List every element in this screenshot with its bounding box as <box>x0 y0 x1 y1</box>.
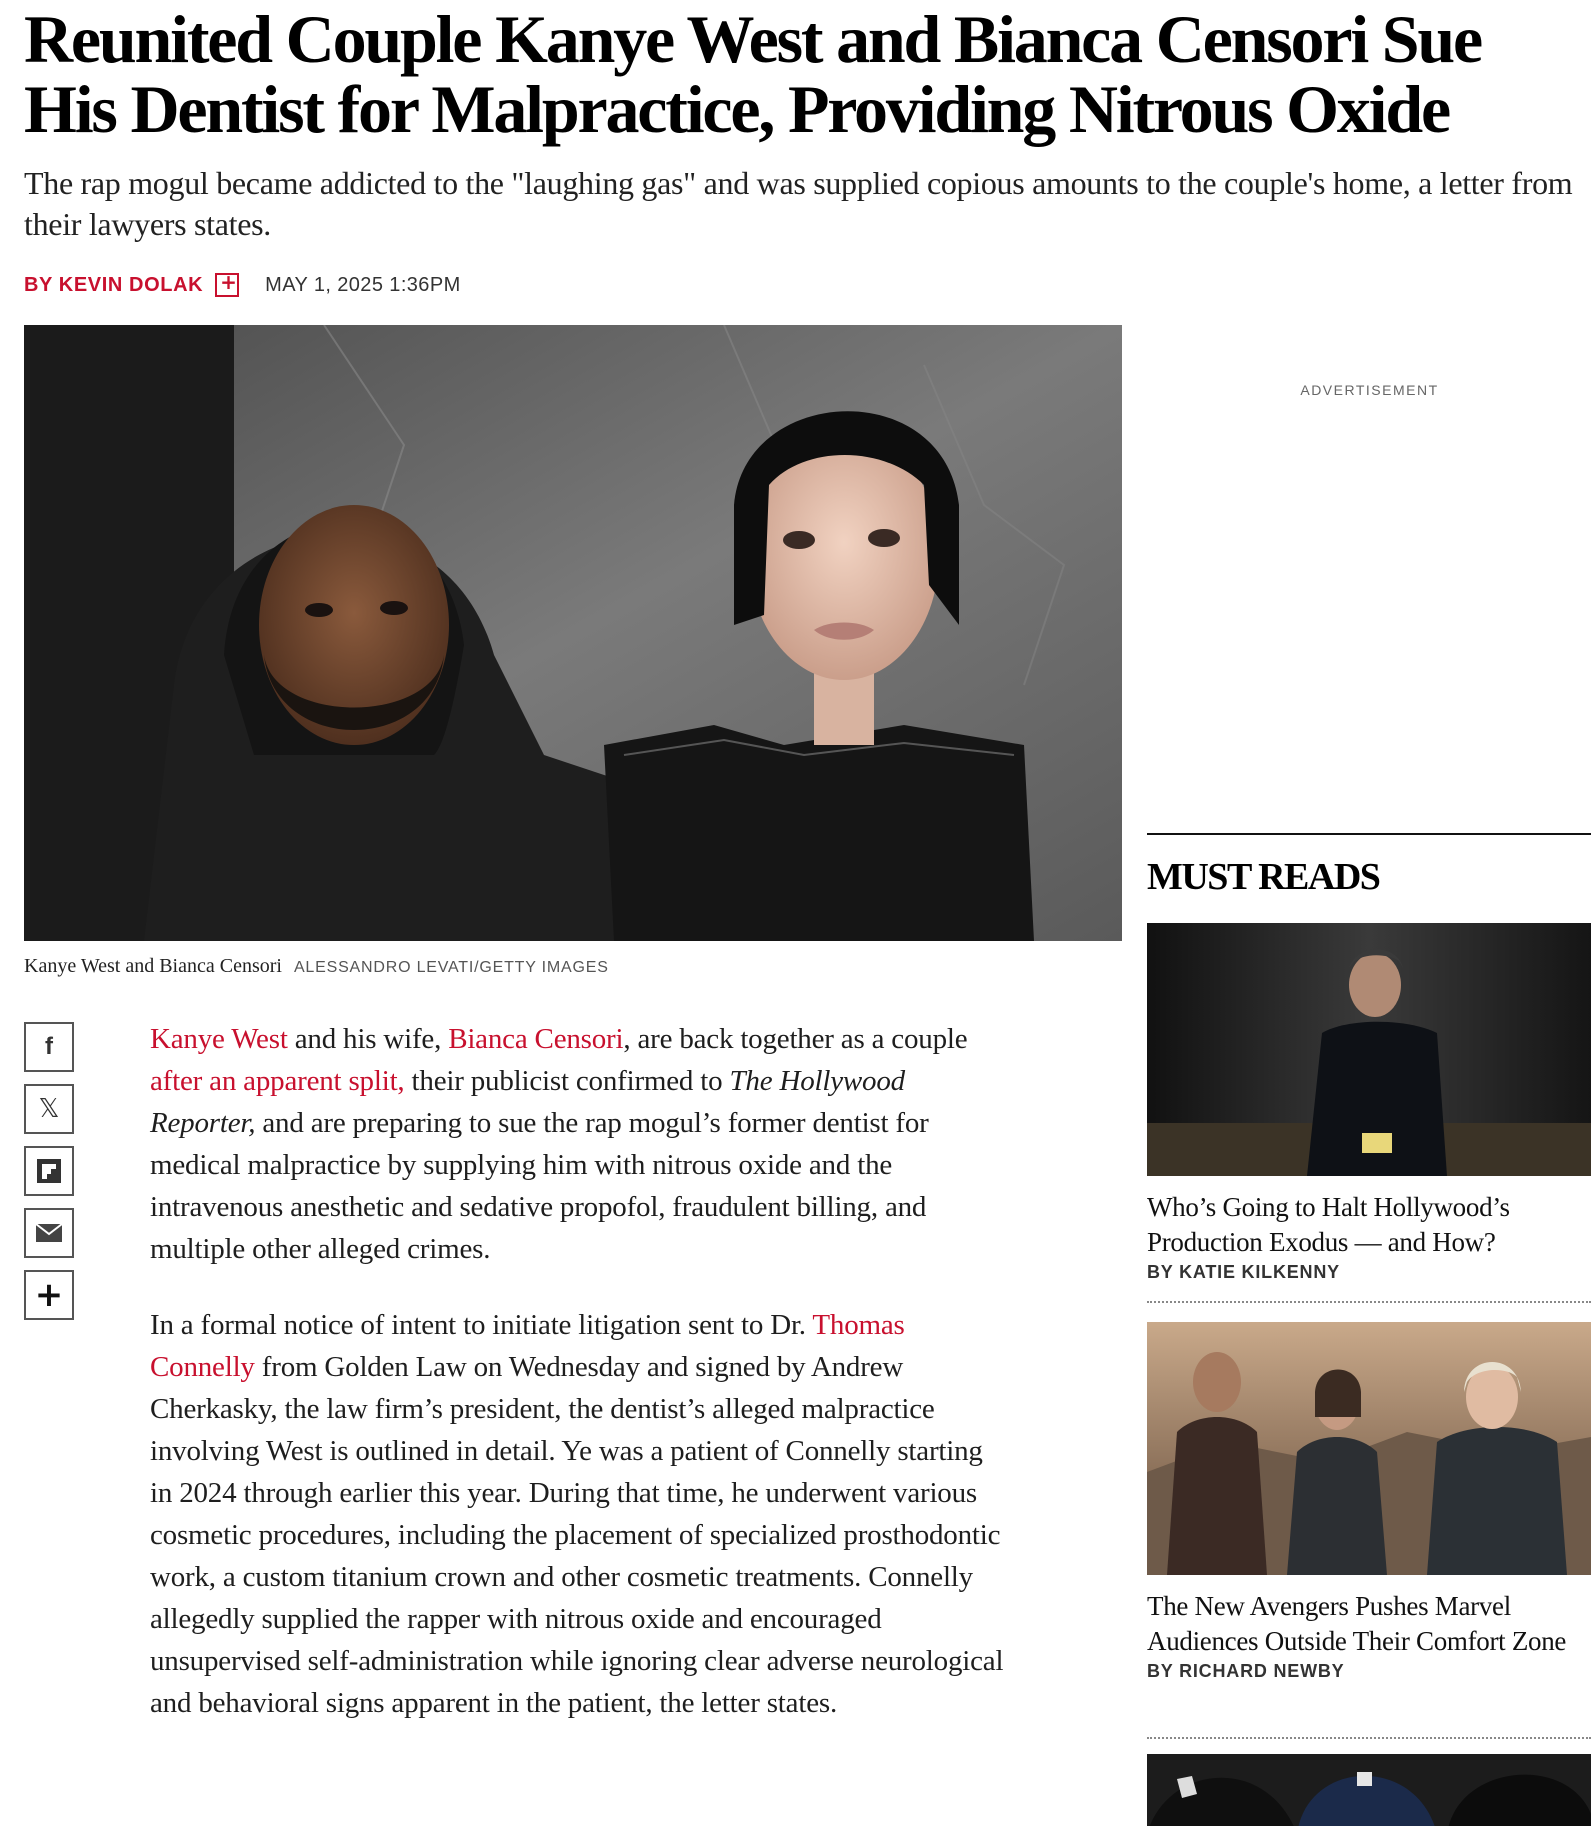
paragraph-text: and are preparing to sue the rap mogul’s former dentist for medical malpractice by supplying him with nitrous oxide and the intravenous anesthetic and sedative propofol, fraudulent billing, and multiple other alleged crimes. <box>150 1107 929 1265</box>
advertisement-label: ADVERTISEMENT <box>1300 382 1439 398</box>
link-kanye-west[interactable]: Kanye West <box>150 1023 288 1055</box>
must-reads-title: MUST READS <box>1147 856 1380 898</box>
must-read-image[interactable] <box>1147 1322 1591 1575</box>
article-body <box>150 1018 1005 1758</box>
share-toolbar <box>24 1022 76 1320</box>
author-byline[interactable]: BY KEVIN DOLAK <box>24 273 204 296</box>
hero-caption <box>24 955 609 978</box>
photo-credit: ALESSANDRO LEVATI/GETTY IMAGES <box>293 959 609 976</box>
publish-date: MAY 1, 2025 1:36PM <box>265 273 461 296</box>
byline-row <box>24 270 461 300</box>
section-rule <box>1147 833 1591 835</box>
article-dek: The rap mogul became addicted to the "laughing gas" and was supplied copious amounts to the couple's home, a letter from their lawyers states. <box>24 165 1573 242</box>
must-read-byline[interactable]: BY KATIE KILKENNY <box>1147 1262 1340 1282</box>
more-share-button[interactable] <box>24 1270 74 1320</box>
hero-image <box>24 325 1122 941</box>
paragraph-text: , are back together as a couple <box>623 1023 968 1055</box>
paragraph-text: their publicist confirmed to <box>404 1065 730 1097</box>
publication-name: The Hollywood Reporter, <box>150 1065 905 1139</box>
must-read-image[interactable] <box>1147 1754 1591 1826</box>
email-share-button[interactable] <box>24 1208 74 1258</box>
link-apparent-split[interactable]: after an apparent split, <box>150 1065 405 1097</box>
paragraph-text: and his wife, <box>287 1023 449 1055</box>
item-divider <box>1147 1737 1591 1739</box>
facebook-icon: f <box>45 1033 53 1060</box>
x-share-button[interactable] <box>24 1084 74 1134</box>
paragraph-text: In a formal notice of intent to initiate litigation sent to Dr. <box>150 1309 813 1341</box>
link-bianca-censori[interactable]: Bianca Censori <box>448 1023 624 1055</box>
must-read-item[interactable] <box>1147 1322 1591 1682</box>
x-icon: 𝕏 <box>38 1094 60 1124</box>
must-read-byline[interactable]: BY RICHARD NEWBY <box>1147 1661 1345 1681</box>
author-plus-icon[interactable] <box>215 273 239 297</box>
must-read-image[interactable] <box>1147 923 1591 1176</box>
flipboard-share-button[interactable] <box>24 1146 74 1196</box>
paragraph-1 <box>150 1018 1005 1270</box>
facebook-share-button[interactable] <box>24 1022 74 1072</box>
item-divider <box>1147 1301 1591 1303</box>
must-read-title[interactable]: Who’s Going to Halt Hollywood’s Production Exodus — and How? <box>1147 1192 1510 1257</box>
paragraph-2 <box>150 1304 1005 1724</box>
email-icon <box>35 1223 63 1243</box>
must-reads-section <box>1147 833 1591 1681</box>
flipboard-icon <box>36 1158 62 1184</box>
article-headline: Reunited Couple Kanye West and Bianca Censori Sue His Dentist for Malpractice, Providing Nitrous Oxide <box>24 1 1482 147</box>
must-read-item[interactable] <box>1147 1754 1591 1826</box>
plus-icon: + <box>34 1275 64 1315</box>
caption-text: Kanye West and Bianca Censori <box>24 955 282 977</box>
must-read-item[interactable] <box>1147 923 1591 1283</box>
link-thomas-connelly[interactable]: Thomas Connelly <box>150 1309 905 1383</box>
paragraph-text: from Golden Law on Wednesday and signed by Andrew Cherkasky, the law firm’s president, the dentist’s alleged malpractice involving West is outlined in detail. Ye was a patient of Connelly starting in 2024 through earlier this year. During that time, he underwent various cosmetic procedures, including the placement of specialized prosthodontic work, a custom titanium crown and other cosmetic treatments. Connelly allegedly supplied the rapper with nitrous oxide and encouraged unsupervised self-administration while ignoring clear adverse neurological and behavioral signs apparent in the patient, the letter states. <box>150 1351 1004 1719</box>
must-read-title[interactable]: The New Avengers Pushes Marvel Audiences Outside Their Comfort Zone <box>1147 1591 1567 1656</box>
